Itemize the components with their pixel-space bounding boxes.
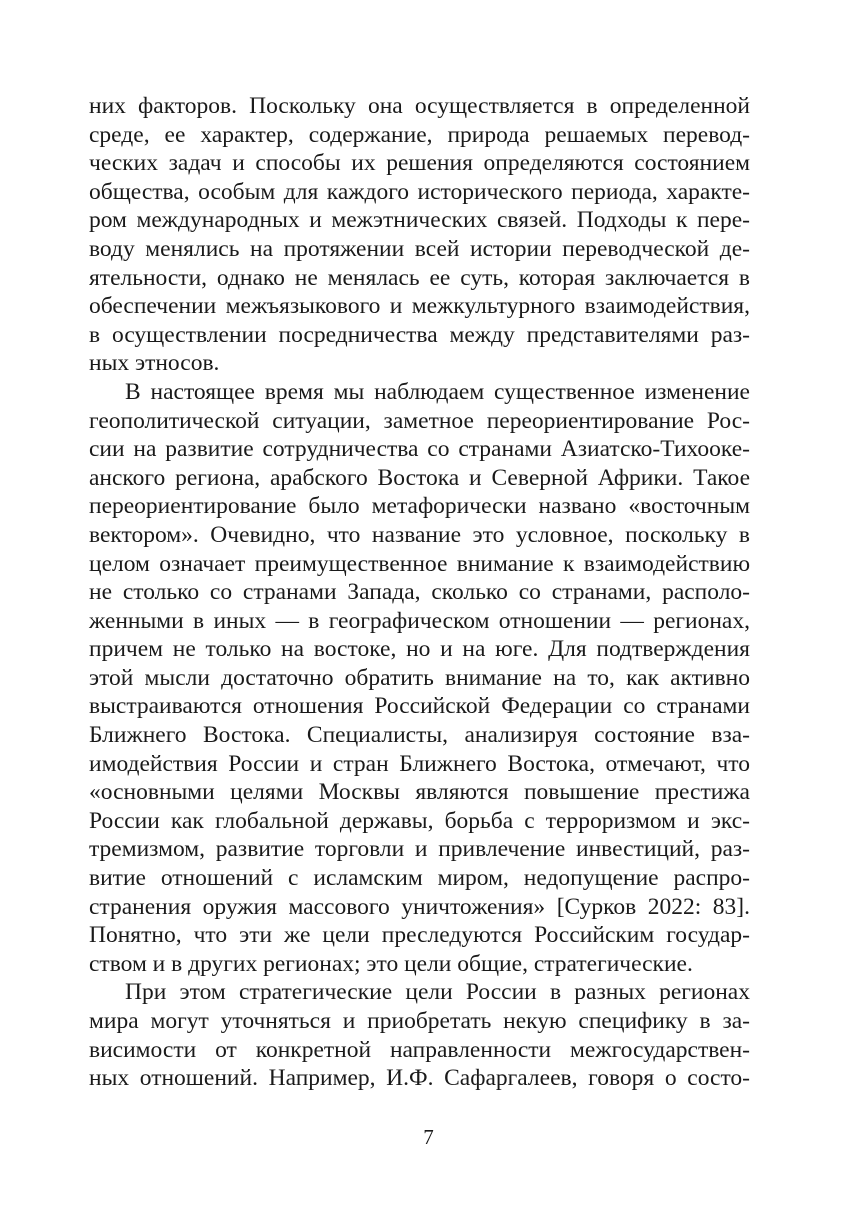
- text-line: в осуществлении посредничества между представителями раз-: [89, 321, 750, 348]
- text-line: общества, особым для каждого исторического периода, характе-: [89, 178, 750, 205]
- text-line: висимости от конкретной направленности межгосударствен-: [89, 1036, 750, 1063]
- text-line: мира могут уточняться и приобретать некую специфику в за-: [89, 1008, 750, 1034]
- text-line: странения оружия массового уничтожения» [Сурков 2022: 83].: [89, 893, 750, 920]
- text-line: не столько со странами Запада, сколько со странами, располо-: [89, 579, 750, 606]
- text-line: ром международных и межэтнических связей. Подходы к пере-: [89, 207, 750, 234]
- text-line: тремизмом, развитие торговли и привлечение инвестиций, раз-: [89, 836, 750, 863]
- text-line: переориентирование было метафорически названо «восточным: [89, 493, 750, 520]
- text-line: витие отношений с исламским миром, недопущение распро-: [89, 865, 750, 892]
- text-line: Ближнего Востока. Специалисты, анализируя состояние вза-: [89, 722, 750, 749]
- text-line: них факторов. Поскольку она осуществляется в определенной: [89, 93, 750, 119]
- text-line: ческих задач и способы их решения определяются состоянием: [89, 150, 750, 177]
- text-line: причем не только на востоке, но и на юге. Для подтверждения: [89, 636, 750, 663]
- body-text: [89, 92, 750, 1093]
- text-line: В настоящее время мы наблюдаем существенное изменение: [125, 378, 750, 405]
- paragraph-1: [89, 92, 750, 378]
- text-line: ством и в других регионах; это цели общие, стратегические.: [89, 950, 693, 977]
- text-line: этой мысли достаточно обратить внимание на то, как активно: [89, 664, 750, 691]
- text-line: ных этносов.: [89, 350, 220, 377]
- text-line: воду менялись на протяжении всей истории переводческой де-: [89, 235, 750, 262]
- paragraph-3: [89, 978, 750, 1092]
- text-line: имодействия России и стран Ближнего Востока, отмечают, что: [89, 750, 750, 777]
- text-line: среде, ее характер, содержание, природа решаемых перевод-: [89, 121, 750, 148]
- text-line: сии на развитие сотрудничества со странами Азиатско-Тихооке-: [89, 436, 750, 463]
- text-line: выстраиваются отношения Российской Федерации со странами: [89, 693, 750, 720]
- text-line: женными в иных — в географическом отношении — регионах,: [89, 607, 750, 634]
- text-line: анского региона, арабского Востока и Северной Африки. Такое: [89, 464, 750, 491]
- text-line: целом означает преимущественное внимание к взаимодействию: [89, 550, 750, 577]
- paragraph-2: [89, 378, 750, 978]
- text-line: ятельности, однако не менялась ее суть, которая заключается в: [89, 264, 750, 291]
- text-line: обеспечении межъязыкового и межкультурного взаимодействия,: [89, 293, 750, 320]
- text-line: России как глобальной державы, борьба с терроризмом и экс-: [89, 807, 750, 834]
- text-line: вектором». Очевидно, что название это условное, поскольку в: [89, 521, 750, 548]
- text-line: При этом стратегические цели России в разных регионах: [125, 979, 750, 1006]
- text-line: ных отношений. Например, И.Ф. Сафаргалеев, говоря о состо-: [89, 1065, 750, 1092]
- page-number: 7: [423, 1125, 434, 1149]
- text-line: геополитической ситуации, заметное переориентирование Рос-: [89, 407, 750, 434]
- text-line: Понятно, что эти же цели преследуются Российским государ-: [89, 922, 750, 949]
- text-line: «основными целями Москвы являются повышение престижа: [89, 779, 750, 806]
